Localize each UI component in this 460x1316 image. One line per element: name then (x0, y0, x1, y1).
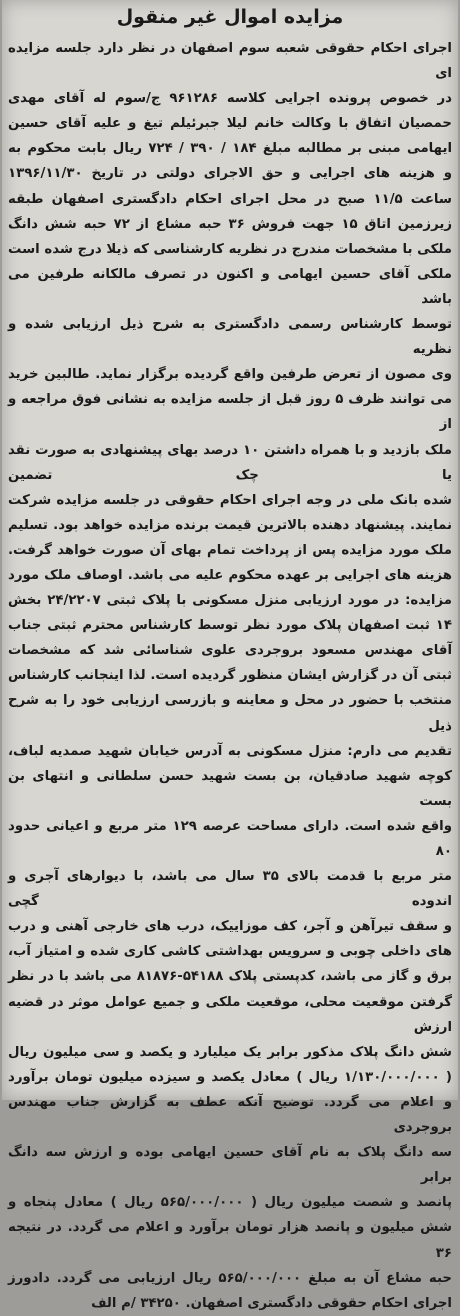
notice-title: مزایده اموال غیر منقول (116, 6, 344, 28)
body-line: زیرزمین اتاق ۱۵ جهت فروش ۳۶ حبه مشاع از ۷۲ حبه شش دانگ (8, 216, 452, 232)
body-line: در خصوص پرونده اجرایی کلاسه ۹۶۱۲۸۶ ج/سوم له آقای مهدی (8, 91, 452, 107)
body-line: ملکی با مشخصات مندرج در نظریه کارشناسی که ذیلا درج شده است (8, 241, 452, 257)
body-line: متر مربع با قدمت بالای ۳۵ سال می باشد، با دیوارهای آجری و اندوده گچی (8, 869, 452, 910)
body-line: ساعت ۱۱/۵ صبح در محل اجرای احکام دادگستری اصفهان طبقه (8, 191, 452, 207)
body-line: سه دانگ پلاک به نام آقای حسین ایهامی بوده و ارزش سه دانگ برابر (8, 1145, 452, 1186)
body-line: و اعلام می گردد. توضیح آنکه عطف به گزارش جناب مهندس بروجردی (8, 1094, 452, 1136)
body-line: های داخلی چوبی و سرویس بهداشتی کاشی کاری شده و امتیاز آب، (8, 944, 452, 960)
body-line: شده بانک ملی در وجه اجرای احکام حقوقی در جلسه مزایده شرکت (8, 492, 452, 508)
body-line: پانصد و شصت میلیون ریال ( ۵۶۵/۰۰۰/۰۰۰ ریال ) معادل پنجاه و (8, 1195, 452, 1211)
body-line: آقای مهندس مسعود بروجردی علوی شناسائی شد که مشخصات (8, 643, 452, 659)
body-line: تقدیم می دارم: منزل مسکونی به آدرس خیابان شهید صمدیه لباف، (8, 743, 452, 759)
body-line: ملک مورد مزایده پس از پرداخت تمام بهای آن صورت خواهد گرفت. (8, 542, 452, 558)
body-line: واقع شده است. دارای مساحت عرصه ۱۲۹ متر مربع و اعیانی حدود ۸۰ (8, 818, 452, 859)
body-line: نمایند. پیشنهاد دهنده بالاترین قیمت برنده مزایده خواهد بود. تسلیم (8, 517, 452, 533)
body-line: برق و گاز می باشد، کدپستی پلاک ۵۴۱۸۸-۸۱۸۷۶ می باشد با در نظر (8, 969, 452, 985)
body-line: ملکی آقای حسین ایهامی و اکنون در تصرف مالکانه طرفین می باشد (8, 266, 452, 307)
body-line: و هزینه های اجرایی و حق الاجرای دولتی در تاریخ ۱۳۹۶/۱۱/۳۰ (8, 166, 452, 182)
notice-footer: اجرای احکام حقوقی دادگستری اصفهان. ۳۴۲۵۰ /م الف (91, 1295, 452, 1311)
body-line: ( ۱/۱۳۰/۰۰۰/۰۰۰ ریال ) معادل یکصد و سیزده میلیون تومان برآورد (8, 1069, 452, 1085)
body-line: حمصیان اتفاق با وکالت خانم لیلا جبرئیلم تیغ و علیه آقای حسین (8, 116, 452, 132)
body-line: منتخب با حضور در محل و معاینه و بازرسی ارزیابی خود را به شرح ذیل (8, 693, 452, 734)
body-line: می توانند ظرف ۵ روز قبل از جلسه مزایده به نشانی فوق مراجعه و از (8, 392, 453, 433)
body-line: شش دانگ پلاک مذکور برابر یک میلیارد و یکصد و سی میلیون ریال (8, 1044, 452, 1060)
body-line: گرفتن موقعیت محلی، موقعیت ملکی و جمیع عوامل موثر در قضیه ارزش (8, 994, 452, 1035)
notice-body (8, 36, 452, 1316)
body-line: مزایده: در مورد ارزیابی منزل مسکونی با پلاک ثبتی ۲۴/۲۲۰۷ بخش (8, 593, 452, 609)
body-line: و سقف تیرآهن و آجر، کف موزاییک، درب های خارجی آهنی و درب (8, 919, 452, 935)
body-line: ایهامی مبنی بر مطالبه مبلغ ۱۸۴ / ۳۹۰ / ۷۲۴ ریال بابت محکوم به (8, 141, 453, 157)
body-line: ملک بازدید و با همراه داشتن ۱۰ درصد بهای پیشنهادی به صورت نقد یا چک تضمین (8, 442, 452, 483)
body-line: کوچه شهید صادقیان، بن بست شهید حسن سلطانی و انتهای بن بست (8, 768, 452, 809)
newspaper-clipping (2, 0, 458, 1311)
body-line: شش میلیون و پانصد هزار تومان برآورد و اعلام می گردد. در نتیجه ۳۶ (8, 1220, 452, 1261)
body-line: حبه مشاع آن به مبلغ ۵۶۵/۰۰۰/۰۰۰ ریال ارزیابی می گردد. دادورز (8, 1270, 452, 1286)
body-line: اجرای احکام حقوقی شعبه سوم اصفهان در نظر دارد جلسه مزایده ای (8, 41, 452, 82)
body-line: وی مصون از تعرض طرفین واقع گردیده برگزار نماید. طالبین خرید (8, 367, 452, 383)
body-line: ۱۴ ثبت اصفهان پلاک مورد نظر توسط کارشناس محترم ثبتی جناب (8, 618, 452, 634)
body-line: ثبتی آن در گزارش ایشان منظور گردیده است. لذا اینجانب کارشناس (8, 668, 452, 684)
body-line: هزینه های اجرایی بر عهده محکوم علیه می باشد. اوصاف ملک مورد (8, 567, 452, 583)
body-line: توسط کارشناس رسمی دادگستری به شرح ذیل ارزیابی شده و نظریه (8, 317, 452, 358)
